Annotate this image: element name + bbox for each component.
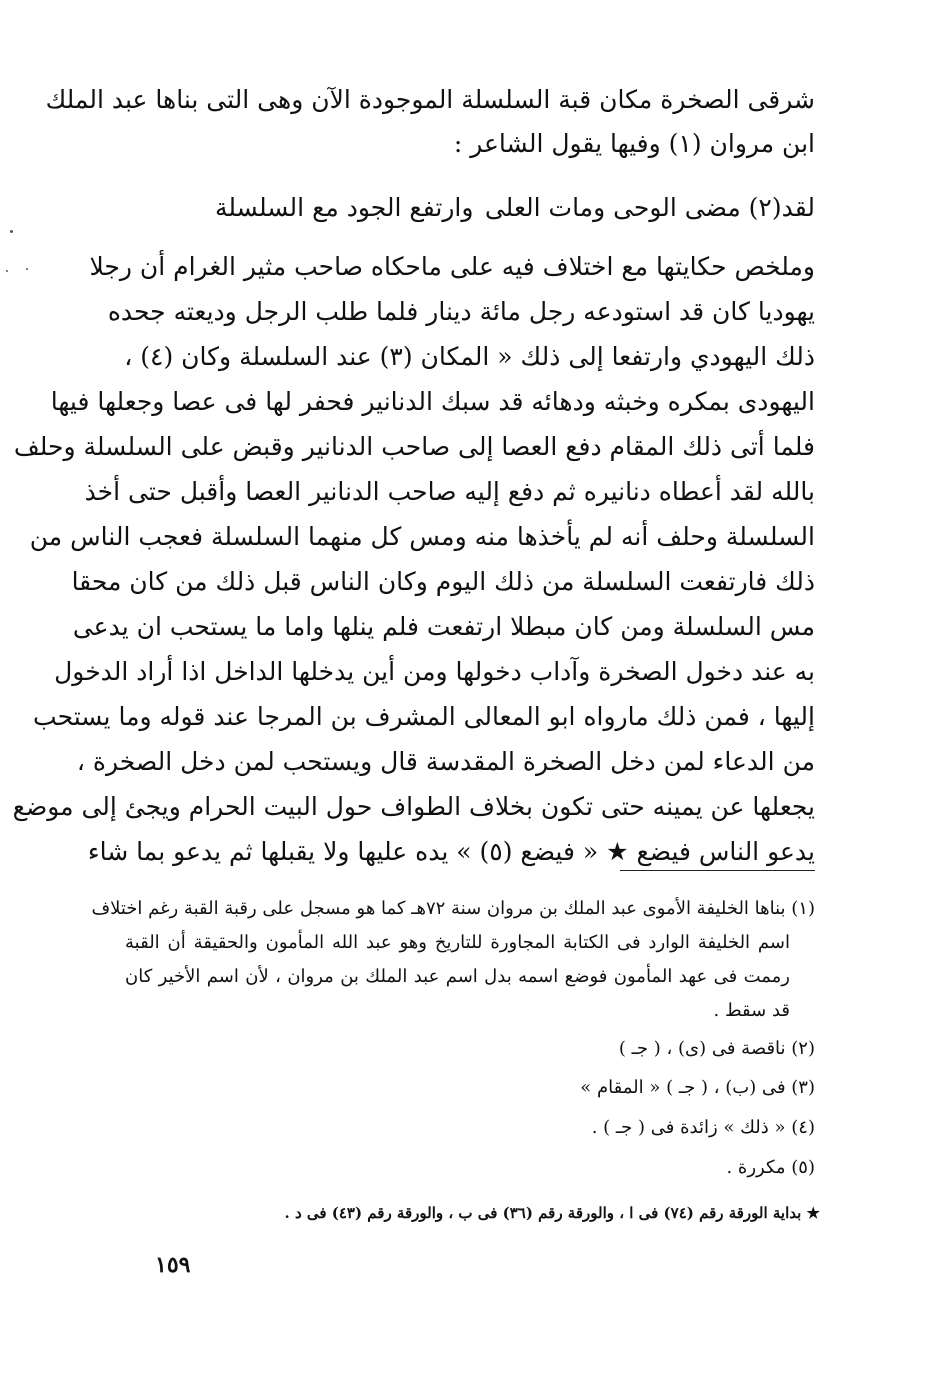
scan-speck	[26, 268, 28, 270]
body-line-1: وملخص حكايتها مع اختلاف فيه على ماحكاه صاحب مثير الغرام أن رجلا	[89, 252, 815, 281]
footnote-2: (٢) ناقصة فى (ى) ، ( جـ )	[618, 1038, 815, 1059]
scan-speck	[10, 230, 13, 233]
poetry-verse	[215, 186, 815, 230]
verse-first-hemistich: لقد(٢) مضى الوحى ومات العلى	[484, 193, 815, 222]
body-line-12: من الدعاء لمن دخل الصخرة المقدسة قال ويستحب لمن دخل الصخرة ،	[76, 747, 815, 776]
footnote-5: (٥) مكررة .	[726, 1157, 815, 1178]
manuscript-folio-note: ★ بداية الورقة رقم (٧٤) فى ا ، والورقة رقم (٣٦) فى ب ، والورقة رقم (٤٣) فى د .	[284, 1204, 820, 1222]
intro-line-2: ابن مروان (١) وفيها يقول الشاعر :	[453, 129, 815, 158]
body-line-4: اليهودى بمكره وخبثه ودهائه قد سبك الدنانير فحفر لها فى عصا وجعلها فيها	[50, 387, 815, 416]
page-number: ١٥٩	[155, 1252, 191, 1278]
body-line-6: بالله لقد أعطاه دنانيره ثم دفع إليه صاحب الدنانير العصا وأقبل حتى أخذ	[84, 477, 815, 506]
body-line-11: إليها ، فمن ذلك مارواه ابو المعالى المشرف بن المرجا عند قوله وما يستحب	[33, 702, 815, 731]
footnote-3: (٣) فى (ب) ، ( جـ ) « المقام »	[580, 1077, 815, 1098]
footnote-1-line-1: (١) بناها الخليفة الأموى عبد الملك بن مروان سنة ٧٢هـ كما هو مسجل على رقبة القبة رغم اختلاف	[91, 898, 815, 919]
intro-line-1: شرقى الصخرة مكان قبة السلسلة الموجودة الآن وهى التى بناها عبد الملك	[45, 85, 815, 114]
scan-speck	[6, 270, 8, 272]
footnote-1-line-3: رممت فى عهد المأمون فوضع اسمه بدل اسم عبد الملك بن مروان ، لأن اسم الأخير كان	[125, 966, 790, 987]
footnote-4: (٤) « ذلك » زائدة فى ( جـ ) .	[591, 1117, 815, 1138]
body-line-3: ذلك اليهودي وارتفعا إلى ذلك « المكان (٣) عند السلسلة وكان (٤) ،	[124, 342, 815, 371]
body-line-14: يدعو الناس فيضع ★ « فيضع (٥) » يده عليها ولا يقبلها ثم يدعو بما شاء	[87, 837, 815, 866]
verse-second-hemistich: وارتفع الجود مع السلسلة	[215, 193, 474, 222]
body-line-9: مس السلسلة ومن كان مبطلا ارتفعت فلم ينلها واما ما يستحب ان يدعى	[72, 612, 815, 641]
body-line-7: السلسلة وحلف أنه لم يأخذها منه ومس كل منهما السلسلة فعجب الناس من	[29, 522, 815, 551]
footnote-1-line-4: قد سقط .	[713, 1000, 790, 1021]
body-line-10: به عند دخول الصخرة وآداب دخولها ومن أين يدخلها الداخل اذا أراد الدخول	[54, 657, 815, 686]
footnote-1-line-2: اسم الخليفة الوارد فى الكتابة المجاورة للتاريخ وهو عبد الله المأمون والحقيقة أن القبة	[125, 932, 790, 953]
body-line-13: يجعلها عن يمينه حتى تكون بخلاف الطواف حول البيت الحرام ويجئ إلى موضع	[12, 792, 815, 821]
footnote-separator	[620, 870, 815, 871]
body-line-8: ذلك فارتفعت السلسلة من ذلك اليوم وكان الناس قبل ذلك من كان محقا	[71, 567, 815, 596]
body-line-2: يهوديا كان قد استودعه رجل مائة دينار فلما طلب الرجل وديعته جحده	[107, 297, 815, 326]
body-line-5: فلما أتى ذلك المقام دفع العصا إلى صاحب الدنانير وقبض على السلسلة وحلف	[13, 432, 815, 461]
